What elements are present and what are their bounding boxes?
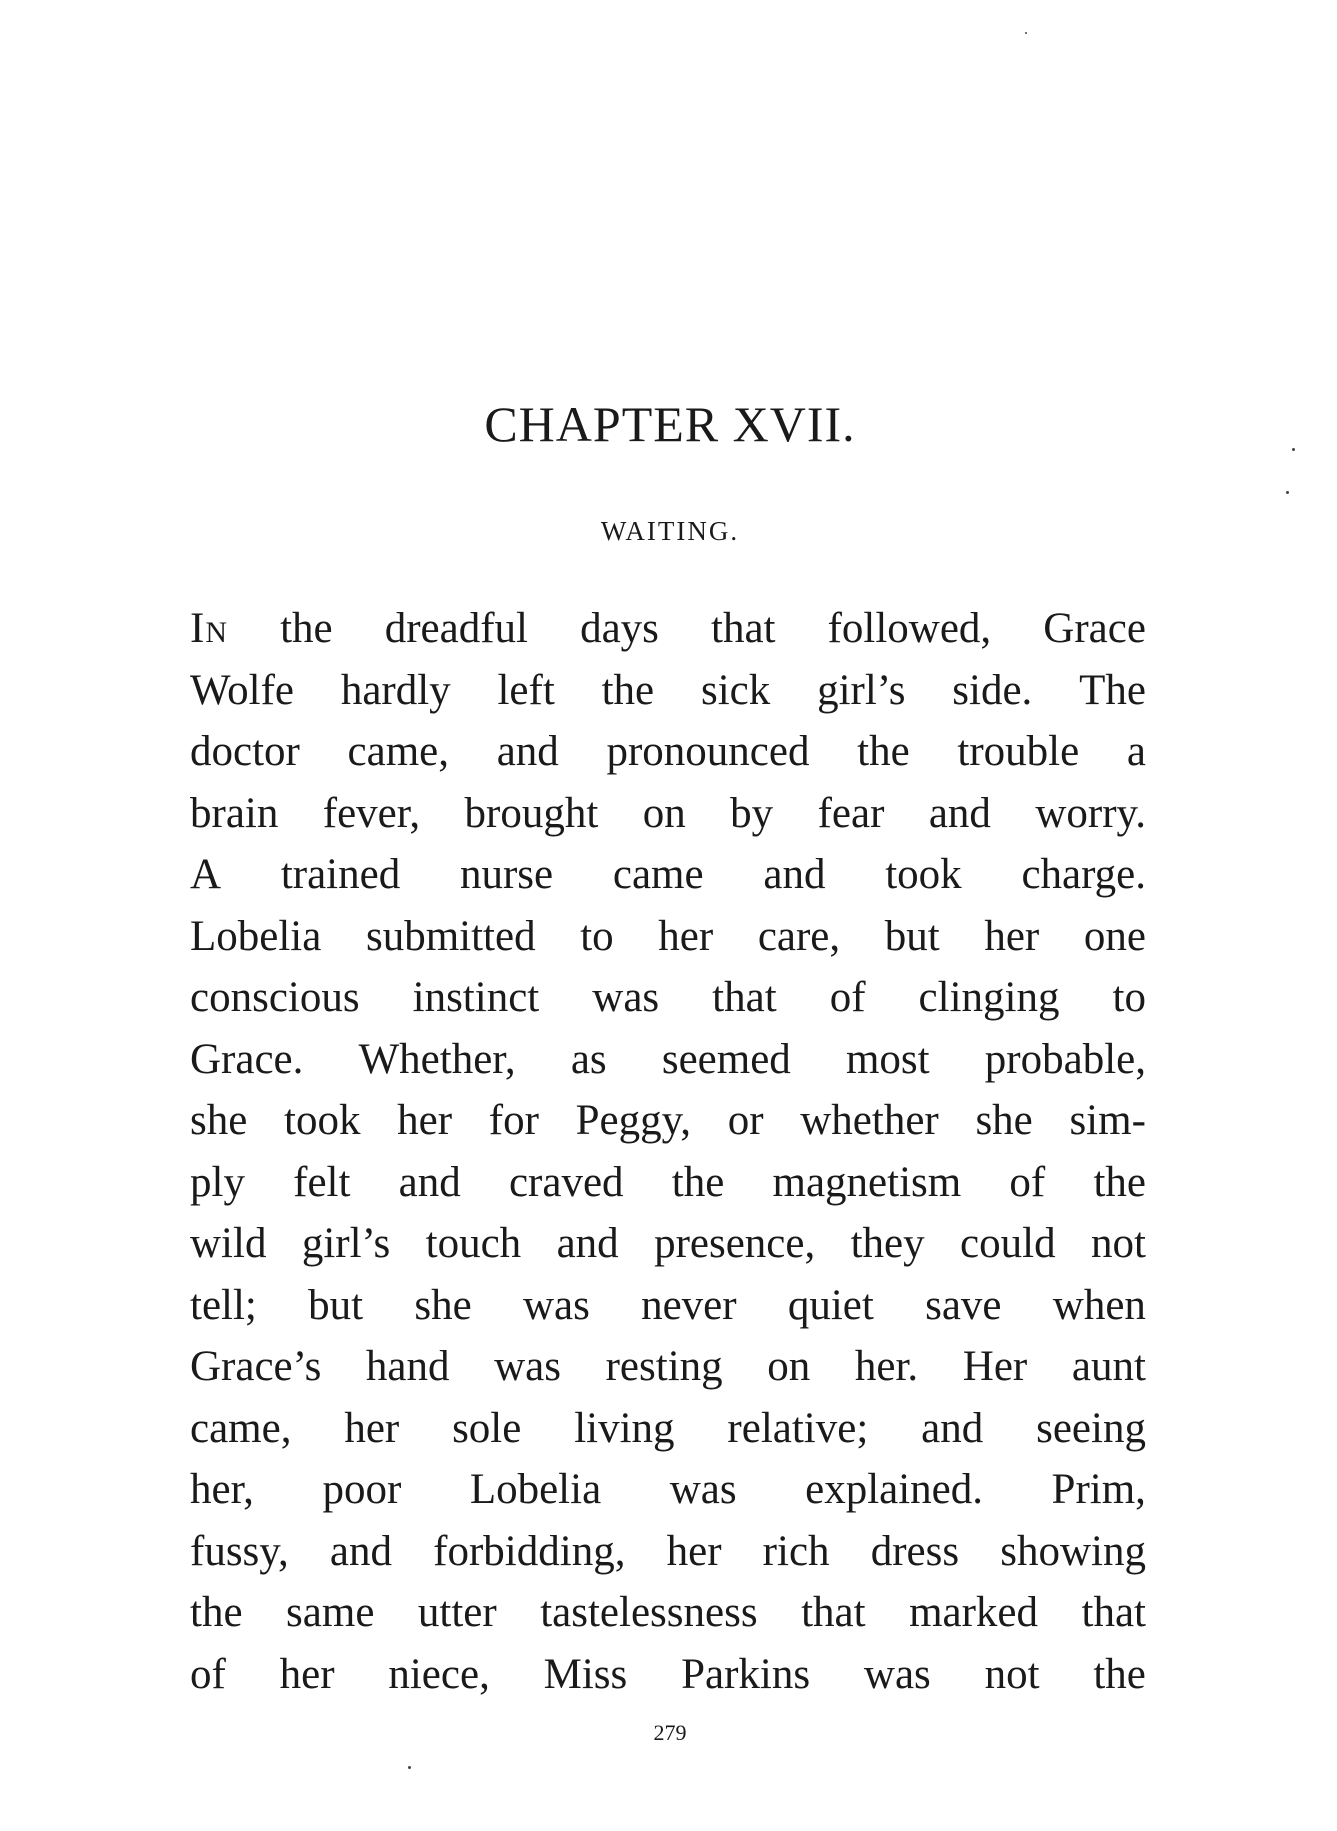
text-line (190, 598, 1146, 660)
word: and (398, 1158, 461, 1206)
word: could (960, 1220, 1056, 1267)
word: living (574, 1404, 675, 1452)
word: and (928, 789, 991, 837)
text-line (190, 906, 1146, 968)
word: by (730, 789, 774, 837)
chapter-title: CHAPTER XVII. (484, 396, 856, 452)
text-line (190, 1336, 1146, 1398)
scan-speck (1025, 32, 1027, 34)
word: was (494, 1343, 561, 1390)
word: they (850, 1220, 925, 1267)
word: on (767, 1343, 811, 1390)
word: and (556, 1220, 619, 1267)
word: pronounced (606, 728, 810, 775)
word: touch (425, 1220, 522, 1267)
word: submitted (365, 912, 536, 960)
word: conscious (190, 974, 360, 1021)
text-line (190, 721, 1146, 783)
word: came, (347, 728, 449, 775)
word: Wolfe (190, 666, 294, 714)
word: not (1090, 1220, 1146, 1267)
word: of (1009, 1158, 1046, 1206)
word: her (279, 1650, 335, 1698)
word: brought (464, 789, 599, 837)
word: when (1052, 1281, 1146, 1329)
word: was (669, 1466, 737, 1513)
word: and (496, 728, 559, 775)
word: resting (605, 1343, 723, 1390)
word: and (763, 851, 826, 898)
word: her (658, 912, 714, 960)
word: hardly (340, 666, 451, 714)
body-text (190, 598, 1146, 1705)
word: girl’s (301, 1220, 391, 1267)
word: came, (190, 1404, 292, 1452)
word: charge. (1021, 851, 1146, 898)
word: brain (190, 789, 279, 837)
word: probable, (984, 1035, 1146, 1083)
word: came (612, 851, 704, 898)
word: one (1083, 912, 1146, 960)
word: showing (1000, 1527, 1146, 1575)
word: same (286, 1589, 375, 1636)
word: The (1079, 666, 1146, 714)
word: trained (280, 851, 401, 898)
word: Grace. (190, 1035, 304, 1083)
word: whether (800, 1097, 939, 1144)
word: the (1093, 1650, 1146, 1698)
text-line (190, 1398, 1146, 1460)
word: Parkins (681, 1650, 811, 1698)
word: a (1126, 728, 1146, 775)
word: the (280, 605, 333, 652)
word: Lobelia (469, 1466, 602, 1513)
word: left (497, 666, 555, 714)
word: her (344, 1404, 400, 1452)
word: she (414, 1281, 472, 1329)
word: clinging (918, 974, 1060, 1021)
word: A (190, 851, 222, 898)
word: or (727, 1097, 764, 1144)
word: the (601, 666, 655, 714)
word: her, (190, 1466, 254, 1513)
text-line (190, 1029, 1146, 1091)
text-line (190, 1521, 1146, 1583)
word: most (845, 1035, 930, 1083)
word: for (488, 1097, 539, 1144)
word: save (925, 1281, 1002, 1329)
word: on (642, 789, 686, 837)
word: dress (870, 1527, 960, 1575)
text-line (190, 1275, 1146, 1337)
word: that (711, 605, 776, 652)
word: worry. (1035, 789, 1146, 837)
word: wild (190, 1220, 267, 1267)
text-line (190, 1213, 1146, 1275)
word: sole (452, 1404, 522, 1452)
scan-speck (1292, 448, 1295, 451)
word: forbidding, (433, 1527, 626, 1575)
word: of (829, 974, 866, 1021)
word: seemed (661, 1035, 791, 1083)
word: care, (757, 912, 841, 960)
word: took (885, 851, 962, 898)
word: the (1093, 1158, 1146, 1206)
word: relative; (727, 1404, 869, 1452)
word: Her (962, 1343, 1028, 1390)
word: but (884, 912, 940, 960)
text-line (190, 967, 1146, 1029)
word: dreadful (384, 605, 528, 652)
word: side. (952, 666, 1033, 714)
word: explained. (805, 1466, 984, 1513)
word: of (190, 1650, 226, 1698)
word: Lobelia (190, 912, 322, 960)
word: her (397, 1097, 453, 1144)
word: ply (190, 1158, 245, 1206)
word: instinct (412, 974, 540, 1021)
word: Whether, (358, 1035, 516, 1083)
word: tastelessness (540, 1589, 758, 1636)
word: was (592, 974, 660, 1021)
word: nurse (459, 851, 554, 898)
word: that (801, 1589, 866, 1636)
word: took (284, 1097, 361, 1144)
word: marked (909, 1589, 1038, 1636)
word: felt (293, 1158, 351, 1206)
scan-speck (1286, 491, 1289, 494)
word: doctor (190, 728, 300, 775)
word: days (580, 605, 659, 652)
page-number: 279 (653, 1720, 687, 1745)
word: trouble (957, 728, 1080, 775)
word: seeing (1036, 1404, 1146, 1452)
word: followed, (827, 605, 992, 652)
word: fever, (322, 789, 421, 837)
word: quiet (787, 1281, 874, 1329)
text-line (190, 844, 1146, 906)
word: poor (322, 1466, 402, 1513)
word: never (641, 1281, 737, 1329)
word: she (190, 1097, 248, 1144)
word: Prim, (1051, 1466, 1146, 1513)
word: Grace’s (190, 1343, 322, 1390)
word: utter (417, 1589, 497, 1636)
word: her (666, 1527, 722, 1575)
word: fussy, (190, 1527, 289, 1575)
word: tell; (190, 1281, 257, 1329)
word: magnetism (772, 1158, 962, 1206)
chapter-subtitle: WAITING. (600, 516, 740, 546)
word: presence, (654, 1220, 816, 1267)
word: Peggy, (575, 1097, 692, 1144)
word: sim- (1069, 1097, 1146, 1144)
word: Miss (543, 1650, 628, 1698)
word: was (522, 1281, 590, 1329)
word: rich (762, 1527, 830, 1575)
word: that (1081, 1589, 1146, 1636)
word: sick (700, 666, 771, 714)
word: the (190, 1589, 243, 1636)
word: was (863, 1650, 931, 1698)
word: she (975, 1097, 1033, 1144)
word: and (329, 1527, 392, 1575)
text-line (190, 1582, 1146, 1644)
word: as (570, 1035, 607, 1083)
word: the (671, 1158, 725, 1206)
word: Grace (1043, 605, 1146, 652)
word: In (190, 605, 228, 652)
word: the (857, 728, 910, 775)
word: to (1112, 974, 1146, 1021)
word: her (984, 912, 1040, 960)
word: niece, (388, 1650, 490, 1698)
text-line (190, 1459, 1146, 1521)
text-line (190, 1090, 1146, 1152)
text-line (190, 783, 1146, 845)
word: and (921, 1404, 984, 1452)
text-line (190, 660, 1146, 722)
word: aunt (1071, 1343, 1146, 1390)
word: fear (817, 789, 885, 837)
text-line (190, 1152, 1146, 1214)
word: but (308, 1281, 364, 1329)
scan-speck (408, 1766, 411, 1769)
text-line (190, 1644, 1146, 1706)
word: to (580, 912, 614, 960)
word: girl’s (817, 666, 906, 714)
word: not (984, 1650, 1040, 1698)
word: her. (854, 1343, 919, 1390)
word: that (712, 974, 777, 1021)
word: craved (508, 1158, 624, 1206)
word: hand (365, 1343, 450, 1390)
